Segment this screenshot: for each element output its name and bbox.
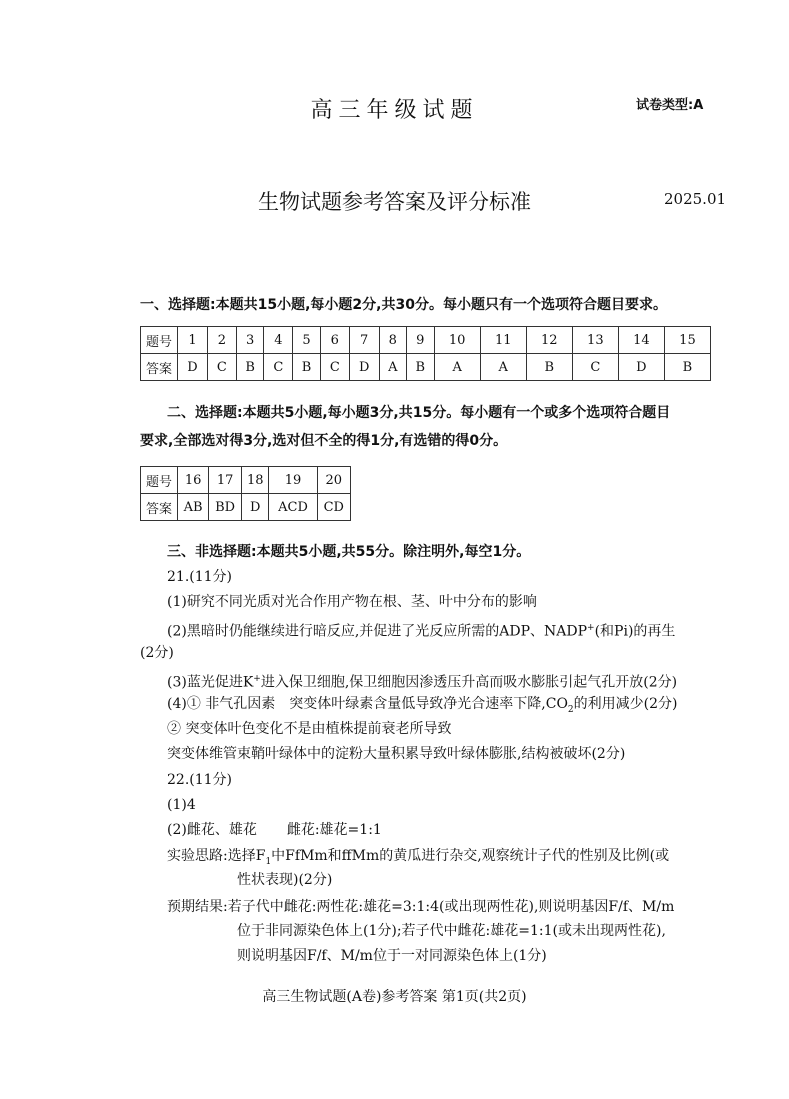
answer-table-2	[140, 466, 351, 521]
table-cell: B	[293, 354, 321, 381]
row-label: 题号	[141, 467, 178, 494]
table-cell: 3	[236, 327, 264, 354]
table-row	[141, 354, 711, 381]
table-cell: 15	[664, 327, 710, 354]
table-cell: 5	[293, 327, 321, 354]
section3-heading: 三、非选择题:本题共5小题,共55分。除注明外,每空1分。	[167, 544, 531, 560]
q21-answer-4-cont: 突变体维管束鞘叶绿体中的淀粉大量积累导致叶绿体膨胀,结构被破坏(2分)	[167, 746, 626, 762]
table-cell: C	[320, 354, 349, 381]
q21-answer-4-circle2: ② 突变体叶色变化不是由植株提前衰老所导致	[167, 721, 452, 737]
grade-title: 高三年级试题	[310, 98, 479, 123]
table-cell: CD	[317, 494, 350, 521]
section2-heading-cont: 要求,全部选对得3分,选对但不全的得1分,有选错的得0分。	[140, 433, 508, 449]
row-label: 答案	[141, 354, 178, 381]
table-cell: B	[406, 354, 434, 381]
table-cell: ACD	[269, 494, 317, 521]
page-title: 生物试题参考答案及评分标准	[258, 190, 531, 214]
table-cell: 17	[209, 467, 242, 494]
q21-answer-2-cont: (2分)	[140, 645, 174, 661]
table-cell: D	[242, 494, 269, 521]
table-cell: B	[664, 354, 710, 381]
row-label: 答案	[141, 494, 178, 521]
table-cell: C	[208, 354, 237, 381]
table-row	[141, 494, 351, 521]
table-cell: A	[379, 354, 406, 381]
q21-answer-3: (3)蓝光促进K+进入保卫细胞,保卫细胞因渗透压升高而吸水膨胀引起气孔开放(2分)	[167, 674, 678, 691]
table-cell: A	[480, 354, 526, 381]
table-cell: 2	[208, 327, 237, 354]
table-cell: 16	[178, 467, 209, 494]
table-cell: 20	[317, 467, 350, 494]
q21-answer-2: (2)黑暗时仍能继续进行暗反应,并促进了光反应所需的ADP、NADP+(和Pi)的再生	[167, 623, 676, 640]
table-cell: 9	[406, 327, 434, 354]
q22-idea-line1: 实验思路:选择$F_1$中FfMm和ffMm的黄瓜进行杂交,观察统计子代的性别及比例(或	[167, 848, 670, 867]
table-cell: 4	[264, 327, 293, 354]
q21-title: 21.(11分)	[167, 569, 233, 585]
q21-answer-1: (1)研究不同光质对光合作用产物在根、茎、叶中分布的影响	[167, 594, 537, 610]
table-row	[141, 467, 351, 494]
table-cell: D	[349, 354, 379, 381]
date: 2025.01	[664, 190, 727, 208]
table-row	[141, 327, 711, 354]
answer-table-1	[140, 326, 711, 381]
q22-answer-2: (2)雌花、雄花 雌花:雄花=1:1	[167, 822, 382, 838]
table-cell: A	[434, 354, 480, 381]
table-cell: 13	[572, 327, 618, 354]
table-cell: 18	[242, 467, 269, 494]
section2-heading: 二、选择题:本题共5小题,每小题3分,共15分。每小题有一个或多个选项符合题目	[167, 405, 671, 421]
section1-heading: 一、选择题:本题共15小题,每小题2分,共30分。每小题只有一个选项符合题目要求。	[140, 297, 667, 313]
table-cell: 11	[480, 327, 526, 354]
table-cell: AB	[178, 494, 209, 521]
table-cell: BD	[209, 494, 242, 521]
table-cell: C	[572, 354, 618, 381]
table-cell: 1	[178, 327, 208, 354]
table-cell: 14	[618, 327, 664, 354]
row-label: 题号	[141, 327, 178, 354]
table-cell: 8	[379, 327, 406, 354]
table-cell: 12	[526, 327, 572, 354]
table-cell: D	[178, 354, 208, 381]
q21-answer-4: (4)① 非气孔因素 突变体叶绿素含量低导致净光合速率下降$,CO_2$的利用减少(2分)	[167, 696, 678, 715]
q22-answer-1: (1)4	[167, 797, 196, 813]
paper-type: 试卷类型:A	[636, 98, 704, 113]
table-cell: 7	[349, 327, 379, 354]
q22-idea-line2: 性状表现)(2分)	[237, 872, 333, 888]
table-cell: B	[526, 354, 572, 381]
q22-title: 22.(11分)	[167, 772, 233, 788]
q22-result-line1: 预期结果:若子代中雌花:两性花:雄花=3:1:4(或出现两性花),则说明基因F/f、M/m	[167, 899, 675, 915]
table-cell: D	[618, 354, 664, 381]
table-cell: 19	[269, 467, 317, 494]
table-cell: C	[264, 354, 293, 381]
q22-result-line3: 则说明基因F/f、M/m位于一对同源染色体上(1分)	[237, 948, 547, 964]
page-footer: 高三生物试题(A卷)参考答案 第1页(共2页)	[262, 989, 527, 1005]
table-cell: 10	[434, 327, 480, 354]
table-cell: B	[236, 354, 264, 381]
table-cell: 6	[320, 327, 349, 354]
q22-result-line2: 位于非同源染色体上(1分);若子代中雌花:雄花=1:1(或未出现两性花),	[237, 923, 666, 939]
